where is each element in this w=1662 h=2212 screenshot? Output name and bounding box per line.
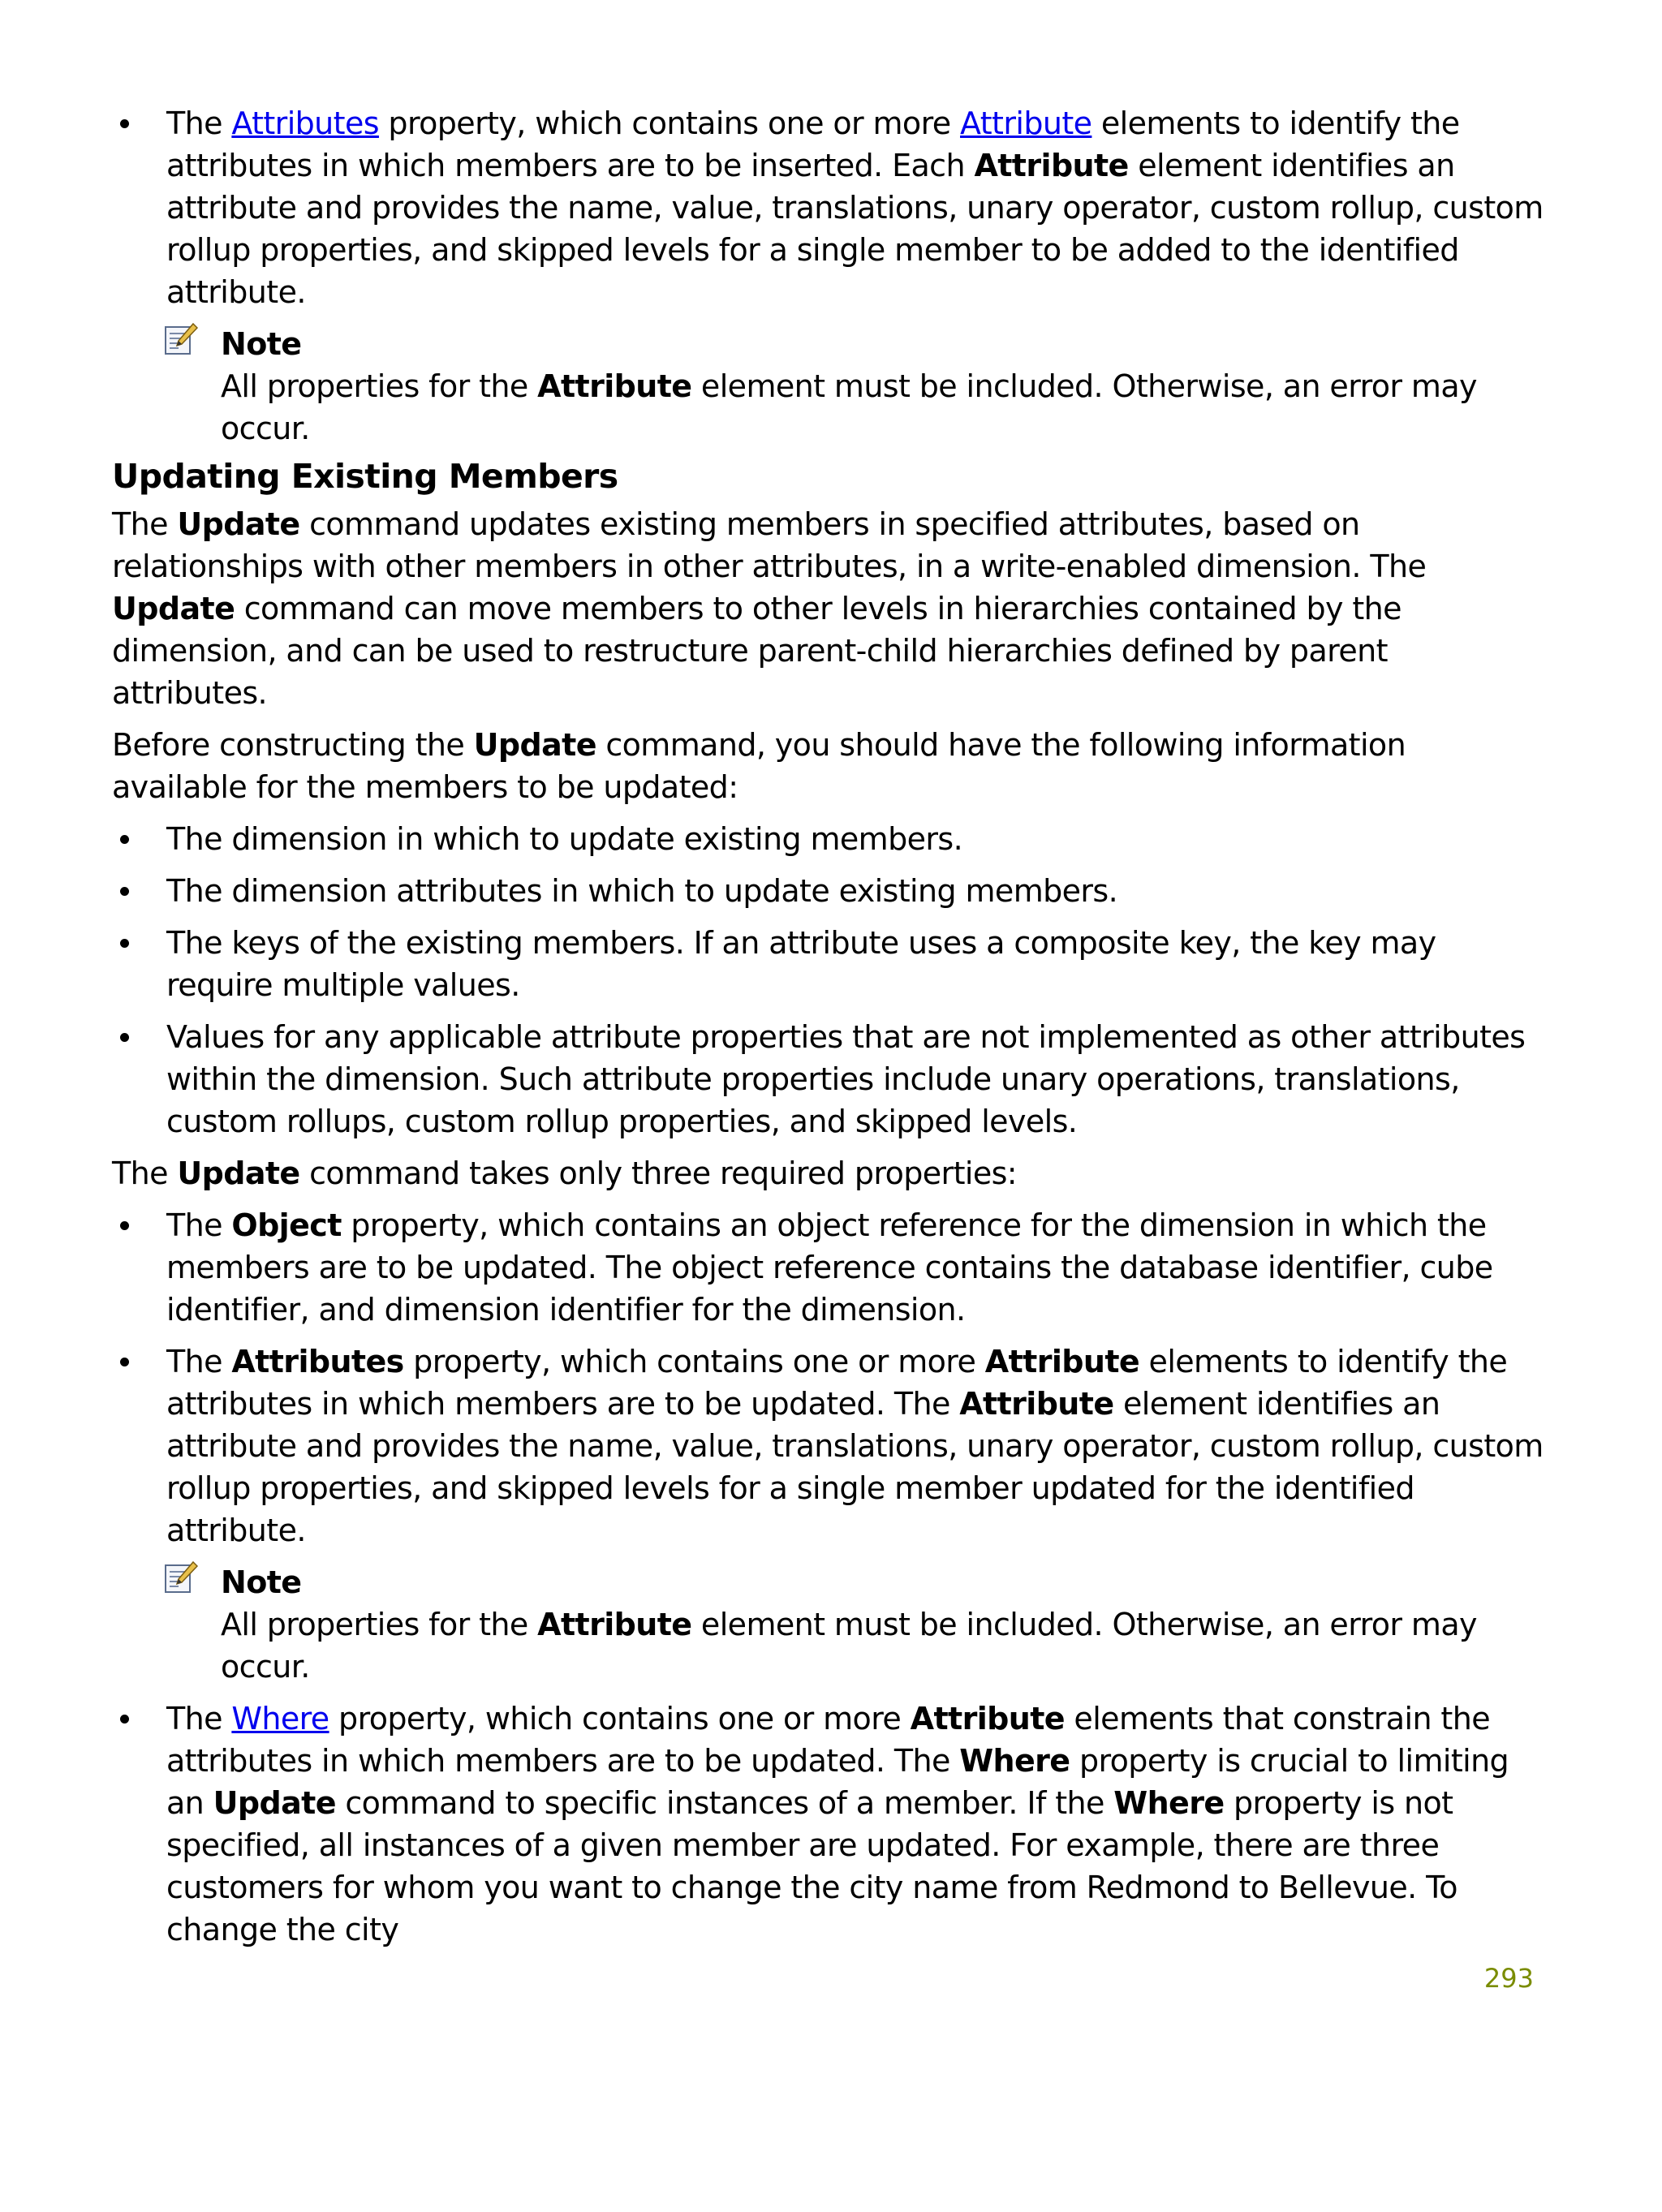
note-header	[164, 323, 1548, 365]
text: The	[166, 1207, 232, 1243]
note-box	[164, 323, 1548, 450]
list-item-attributes-insert	[112, 102, 1548, 313]
text: elements to identify the attributes in which members are to be updated. The	[166, 1344, 1508, 1422]
note-pencil-icon	[164, 1560, 198, 1594]
note-box	[164, 1561, 1548, 1688]
text: command can move members to other levels in hierarchies contained by the dimension, and can be used to restructure parent-child hierarchies defined by parent attributes.	[112, 591, 1402, 711]
list-item-object	[112, 1204, 1548, 1331]
note-header	[164, 1561, 1548, 1603]
bold-term: Where	[1113, 1785, 1225, 1821]
text: command updates existing members in specified attributes, based on relationships with other members in other attributes, in a write-enabled dimension. The	[112, 506, 1427, 584]
text: command to specific instances of a member. If the	[335, 1785, 1114, 1821]
text: property, which contains one or more	[403, 1344, 985, 1379]
note-body	[221, 1603, 1548, 1688]
list-item-attributes-update	[112, 1341, 1548, 1551]
text: The	[166, 1701, 232, 1736]
text: element identifies an attribute and provides the name, value, translations, unary operator, custom rollup, custom rollup properties, and skipped levels for a single member to be added to the identified attribute.	[166, 148, 1544, 310]
page-content	[112, 102, 1548, 1960]
text: elements that constrain the attributes in which members are to be updated. The	[166, 1701, 1490, 1779]
bold-term: Attribute	[974, 148, 1129, 183]
text: property, which contains one or more	[329, 1701, 911, 1736]
text: The	[166, 1344, 232, 1379]
text: property is not specified, all instances of a given member are updated. For example, there are three customers for whom you want to change the city name from Redmond to Bellevue. To change the city	[166, 1785, 1457, 1947]
text: All properties for the	[221, 368, 538, 404]
bold-term: Attribute	[537, 1607, 692, 1642]
list-item: The dimension in which to update existing members.	[112, 818, 1548, 860]
text: command takes only three required properties:	[299, 1155, 1018, 1191]
text: Before constructing the	[112, 727, 474, 763]
paragraph-before-constructing	[112, 724, 1548, 808]
paragraph-required-properties	[112, 1152, 1548, 1194]
bold-term: Update	[177, 506, 300, 542]
note-title: Note	[221, 1564, 302, 1600]
text: The	[112, 506, 178, 542]
note-pencil-icon	[164, 322, 198, 356]
text: command, you should have the following information available for the members to be updated:	[112, 727, 1406, 805]
bold-term: Attribute	[984, 1344, 1140, 1379]
text: element identifies an attribute and provides the name, value, translations, unary operator, custom rollup, custom rollup properties, and skipped levels for a single member updated for the identified attribute.	[166, 1386, 1544, 1548]
list-item: The keys of the existing members. If an attribute uses a composite key, the key may require multiple values.	[112, 922, 1548, 1006]
page-number: 293	[1483, 1963, 1534, 1994]
bold-term: Attributes	[231, 1344, 404, 1379]
text: The	[166, 105, 232, 141]
text: elements to identify the attributes in which members are to be inserted. Each	[166, 105, 1460, 183]
bold-term: Attribute	[910, 1701, 1065, 1736]
bold-term: Attribute	[959, 1386, 1114, 1422]
bold-term: Attribute	[537, 368, 692, 404]
list-item: Values for any applicable attribute properties that are not implemented as other attributes within the dimension. Such attribute properties include unary operations, translations, custom rollups, custom rollup properties, and skipped levels.	[112, 1016, 1548, 1143]
text: property, which contains an object reference for the dimension in which the members are to be updated. The object reference contains the database identifier, cube identifier, and dimension identifier for the dimension.	[166, 1207, 1493, 1328]
text: property is crucial to limiting an	[166, 1743, 1509, 1821]
attributes-link[interactable]: Attributes	[231, 105, 379, 141]
list-item: The dimension attributes in which to update existing members.	[112, 870, 1548, 912]
bold-term: Where	[959, 1743, 1070, 1779]
attribute-link[interactable]: Attribute	[960, 105, 1092, 141]
bold-term: Update	[177, 1155, 300, 1191]
text: property, which contains one or more	[378, 105, 961, 141]
bold-term: Object	[231, 1207, 342, 1243]
paragraph-update-intro	[112, 503, 1548, 714]
text: element must be included. Otherwise, an error may occur.	[221, 1607, 1477, 1685]
where-link[interactable]: Where	[231, 1701, 329, 1736]
bold-term: Update	[112, 591, 235, 626]
section-heading: Updating Existing Members	[112, 457, 618, 496]
note-body	[221, 365, 1548, 450]
bold-term: Update	[473, 727, 596, 763]
text: All properties for the	[221, 1607, 538, 1642]
text: The	[112, 1155, 178, 1191]
text: element must be included. Otherwise, an error may occur.	[221, 368, 1477, 446]
list-item-where	[112, 1698, 1548, 1951]
note-title: Note	[221, 326, 302, 362]
bold-term: Update	[213, 1785, 336, 1821]
